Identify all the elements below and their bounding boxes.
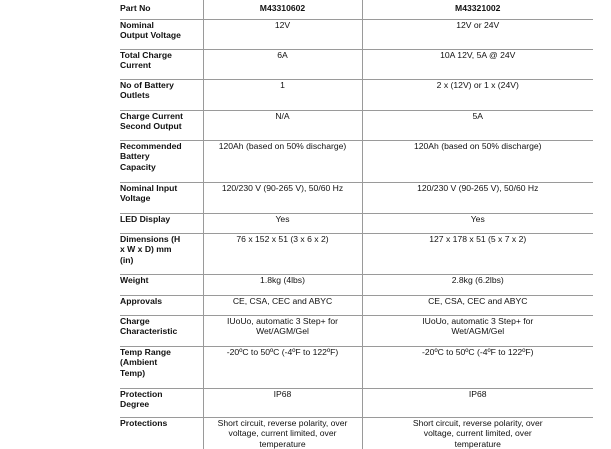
table-row (120, 110, 593, 140)
value-part-1: N/A (203, 110, 362, 140)
row-label: Total Charge Current (120, 49, 203, 79)
value-part-2: 5A (362, 110, 593, 140)
header-part-1: M43310602 (203, 0, 362, 19)
value-part-2: 12V or 24V (362, 19, 593, 49)
value-part-2: -20ºC to 50ºC (-4ºF to 122ºF) (362, 346, 593, 388)
value-part-2: IUoUo, automatic 3 Step+ for Wet/AGM/Gel (362, 315, 593, 346)
row-label: Charge Characteristic (120, 315, 203, 346)
value-part-2: IP68 (362, 388, 593, 417)
header-row (120, 0, 593, 19)
row-label: Protections (120, 417, 203, 449)
value-part-1: 120/230 V (90-265 V), 50/60 Hz (203, 182, 362, 213)
header-label: Part No (120, 0, 203, 19)
spec-table (120, 0, 593, 449)
value-part-2: 120Ah (based on 50% discharge) (362, 140, 593, 182)
value-part-1: 120Ah (based on 50% discharge) (203, 140, 362, 182)
value-part-1: 76 x 152 x 51 (3 x 6 x 2) (203, 233, 362, 274)
row-label: Charge Current Second Output (120, 110, 203, 140)
header-part-2: M43321002 (362, 0, 593, 19)
value-part-2: Yes (362, 213, 593, 233)
value-part-2: 2.8kg (6.2lbs) (362, 274, 593, 295)
value-part-2: 10A 12V, 5A @ 24V (362, 49, 593, 79)
row-label: No of Battery Outlets (120, 79, 203, 110)
value-part-1: IP68 (203, 388, 362, 417)
table-row (120, 315, 593, 346)
value-part-2: CE, CSA, CEC and ABYC (362, 295, 593, 315)
value-part-1: Short circuit, reverse polarity, over voltage, current limited, over temperature (203, 417, 362, 449)
value-part-1: 1 (203, 79, 362, 110)
value-part-1: CE, CSA, CEC and ABYC (203, 295, 362, 315)
table-row (120, 417, 593, 449)
row-label: Weight (120, 274, 203, 295)
row-label: Nominal Output Voltage (120, 19, 203, 49)
row-label: LED Display (120, 213, 203, 233)
value-part-1: 1.8kg (4lbs) (203, 274, 362, 295)
value-part-2: 127 x 178 x 51 (5 x 7 x 2) (362, 233, 593, 274)
value-part-2: 2 x (12V) or 1 x (24V) (362, 79, 593, 110)
row-label: Dimensions (H x W x D) mm (in) (120, 233, 203, 274)
row-label: Temp Range (Ambient Temp) (120, 346, 203, 388)
table-row (120, 346, 593, 388)
value-part-1: 6A (203, 49, 362, 79)
table-row (120, 295, 593, 315)
value-part-1: -20ºC to 50ºC (-4ºF to 122ºF) (203, 346, 362, 388)
table-row (120, 182, 593, 213)
table-row (120, 233, 593, 274)
table-row (120, 388, 593, 417)
value-part-2: Short circuit, reverse polarity, over voltage, current limited, over temperature (412, 417, 543, 449)
value-part-2: 120/230 V (90-265 V), 50/60 Hz (362, 182, 593, 213)
table-row (120, 49, 593, 79)
value-part-1: IUoUo, automatic 3 Step+ for Wet/AGM/Gel (203, 315, 362, 346)
row-label: Protection Degree (120, 388, 203, 417)
table-row (120, 213, 593, 233)
value-part-1: Yes (203, 213, 362, 233)
row-label: Recommended Battery Capacity (120, 140, 203, 182)
table-row (120, 79, 593, 110)
value-part-1: 12V (203, 19, 362, 49)
row-label: Nominal Input Voltage (120, 182, 203, 213)
table-row (120, 140, 593, 182)
table-row (120, 19, 593, 49)
table-row (120, 274, 593, 295)
row-label: Approvals (120, 295, 203, 315)
